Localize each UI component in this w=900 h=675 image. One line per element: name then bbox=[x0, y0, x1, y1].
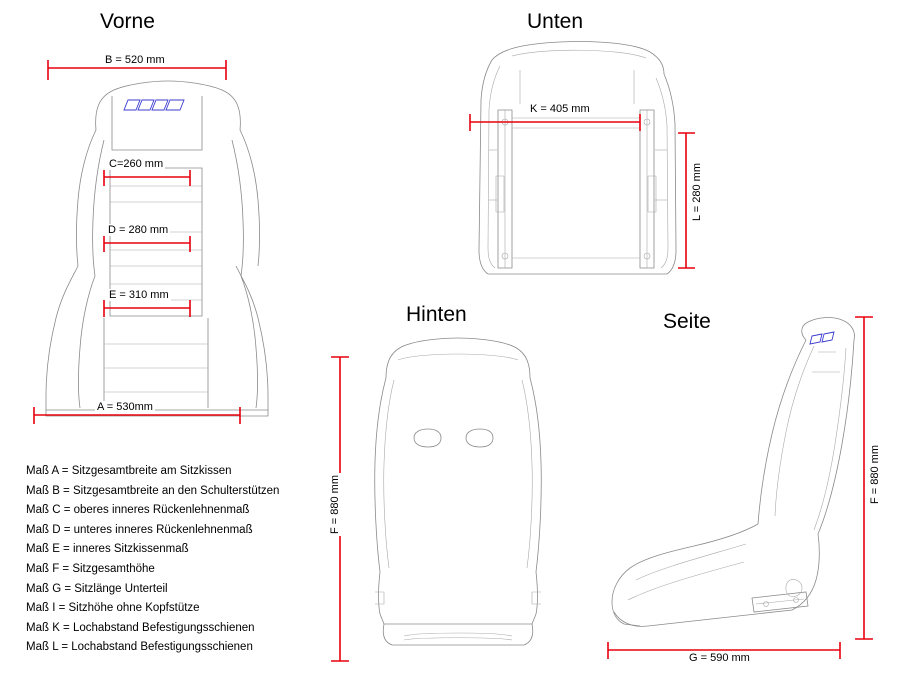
bottom-view-outline bbox=[479, 41, 676, 274]
view-title-seite: Seite bbox=[663, 310, 711, 333]
legend-line-c: Maß C = oberes inneres Rückenlehnenmaß bbox=[26, 504, 250, 517]
legend-line-l: Maß L = Lochabstand Befestigungsschienen bbox=[26, 641, 253, 654]
view-title-hinten: Hinten bbox=[406, 303, 467, 326]
side-view-outline bbox=[612, 318, 855, 627]
dim-C bbox=[104, 170, 190, 186]
legend-line-g: Maß G = Sitzlänge Unterteil bbox=[26, 582, 168, 595]
dim-D bbox=[104, 236, 190, 252]
dim-label-F-back: F = 880 mm bbox=[329, 475, 341, 534]
view-title-unten: Unten bbox=[527, 10, 584, 33]
dim-E bbox=[104, 300, 190, 317]
legend-line-a: Maß A = Sitzgesamtbreite am Sitzkissen bbox=[26, 465, 232, 477]
dim-label-F-side: F = 880 mm bbox=[869, 445, 881, 504]
legend-line-b: Maß B = Sitzgesamtbreite an den Schulterstützen bbox=[26, 484, 280, 497]
dim-label-A: A = 530mm bbox=[97, 401, 153, 413]
dim-K bbox=[470, 114, 640, 131]
back-view-outline bbox=[375, 338, 542, 645]
seat-logo bbox=[124, 100, 184, 110]
legend bbox=[26, 462, 336, 658]
front-view-outline bbox=[46, 81, 268, 416]
legend-line-i: Maß I = Sitzhöhe ohne Kopfstütze bbox=[26, 602, 200, 615]
dim-label-K: K = 405 mm bbox=[530, 103, 590, 115]
legend-line-e: Maß E = inneres Sitzkissenmaß bbox=[26, 543, 189, 556]
view-title-vorne: Vorne bbox=[100, 10, 155, 33]
legend-line-d: Maß D = unteres inneres Rückenlehnenmaß bbox=[26, 523, 253, 536]
dim-label-B: B = 520 mm bbox=[105, 54, 165, 66]
dim-label-G: G = 590 mm bbox=[689, 652, 750, 664]
dim-label-L: L = 280 mm bbox=[691, 163, 703, 221]
legend-line-f: Maß F = Sitzgesamthöhe bbox=[26, 562, 155, 575]
dim-label-C: C=260 mm bbox=[109, 158, 164, 170]
dim-label-E: E = 310 mm bbox=[109, 289, 169, 301]
seat-logo-side bbox=[810, 332, 834, 344]
dim-label-D: D = 280 mm bbox=[108, 224, 169, 236]
legend-line-k: Maß K = Lochabstand Befestigungsschienen bbox=[26, 621, 255, 634]
